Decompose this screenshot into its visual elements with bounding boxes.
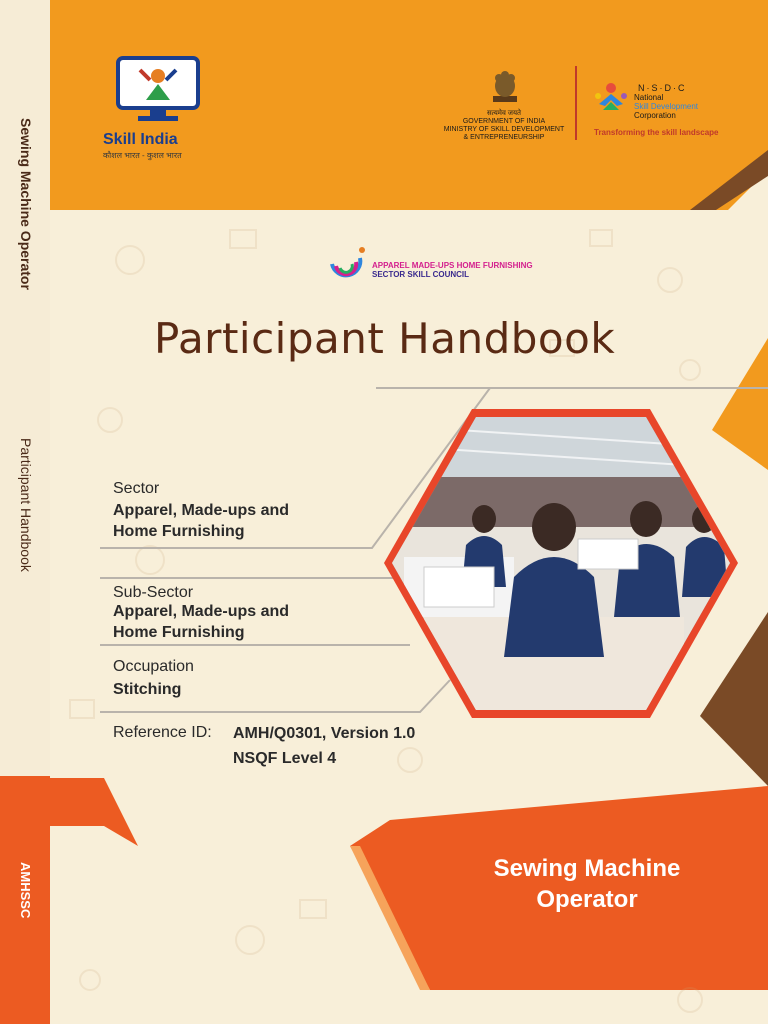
skill-india-logo [116,56,200,122]
national-emblem-icon [485,66,525,108]
nsdc-name-line-1: National [634,93,664,102]
job-title-line-2: Operator [536,886,638,914]
nsdc-name [634,94,698,120]
sector-value-line-2: Home Furnishing [113,522,245,540]
header-divider [575,66,577,140]
nsdc-tagline: Transforming the skill landscape [594,128,719,137]
reference-label: Reference ID: [113,724,212,741]
reference-value: AMH/Q0301, Version 1.0 [233,725,416,742]
subsector-value-line-1: Apparel, Made-ups and [113,603,290,620]
job-title [437,853,737,915]
spine-title: Sewing Machine Operator [18,118,34,290]
spine-code: AMHSSC [18,862,33,919]
nsqf-level: NSQF Level 4 [233,750,337,767]
council-logo-icon [324,244,372,284]
training-photo-frame [384,407,738,720]
occupation-label: Occupation [113,658,194,675]
government-text [437,110,571,142]
government-line-1: GOVERNMENT OF INDIA [462,118,546,126]
occupation-value: Stitching [113,681,182,698]
government-motto: सत्यमेव जयते [486,110,522,117]
skill-india-tagline: कौशल भारत - कुशल भारत [103,151,182,160]
nsdc-logo-icon [591,80,631,120]
sector-label: Sector [113,480,160,497]
spine-subtitle: Participant Handbook [18,438,34,572]
sewing-workshop-photo [384,407,738,720]
government-line-3: & ENTREPRENEURSHIP [463,134,545,142]
page-title: Participant Handbook [154,314,616,363]
council-name-line-2: SECTOR SKILL COUNCIL [372,269,470,279]
council-name-line-1: APPAREL MADE-UPS HOME FURNISHING [372,261,533,270]
subsector-value-line-2: Home Furnishing [113,623,245,641]
sector-value-line-1: Apparel, Made-ups and [113,502,290,519]
sector-value [113,501,289,543]
job-title-line-1: Sewing Machine [493,855,681,882]
nsdc-abbreviation: N·S·D·C [638,83,687,93]
skill-india-name: Skill India [103,131,178,148]
subsector-value [113,602,289,644]
government-line-2: MINISTRY OF SKILL DEVELOPMENT [443,126,565,134]
nsdc-name-line-2: Skill Development [634,101,699,111]
nsdc-name-line-3: Corporation [634,110,676,120]
council-name [372,262,533,280]
subsector-label: Sub-Sector [113,584,194,601]
